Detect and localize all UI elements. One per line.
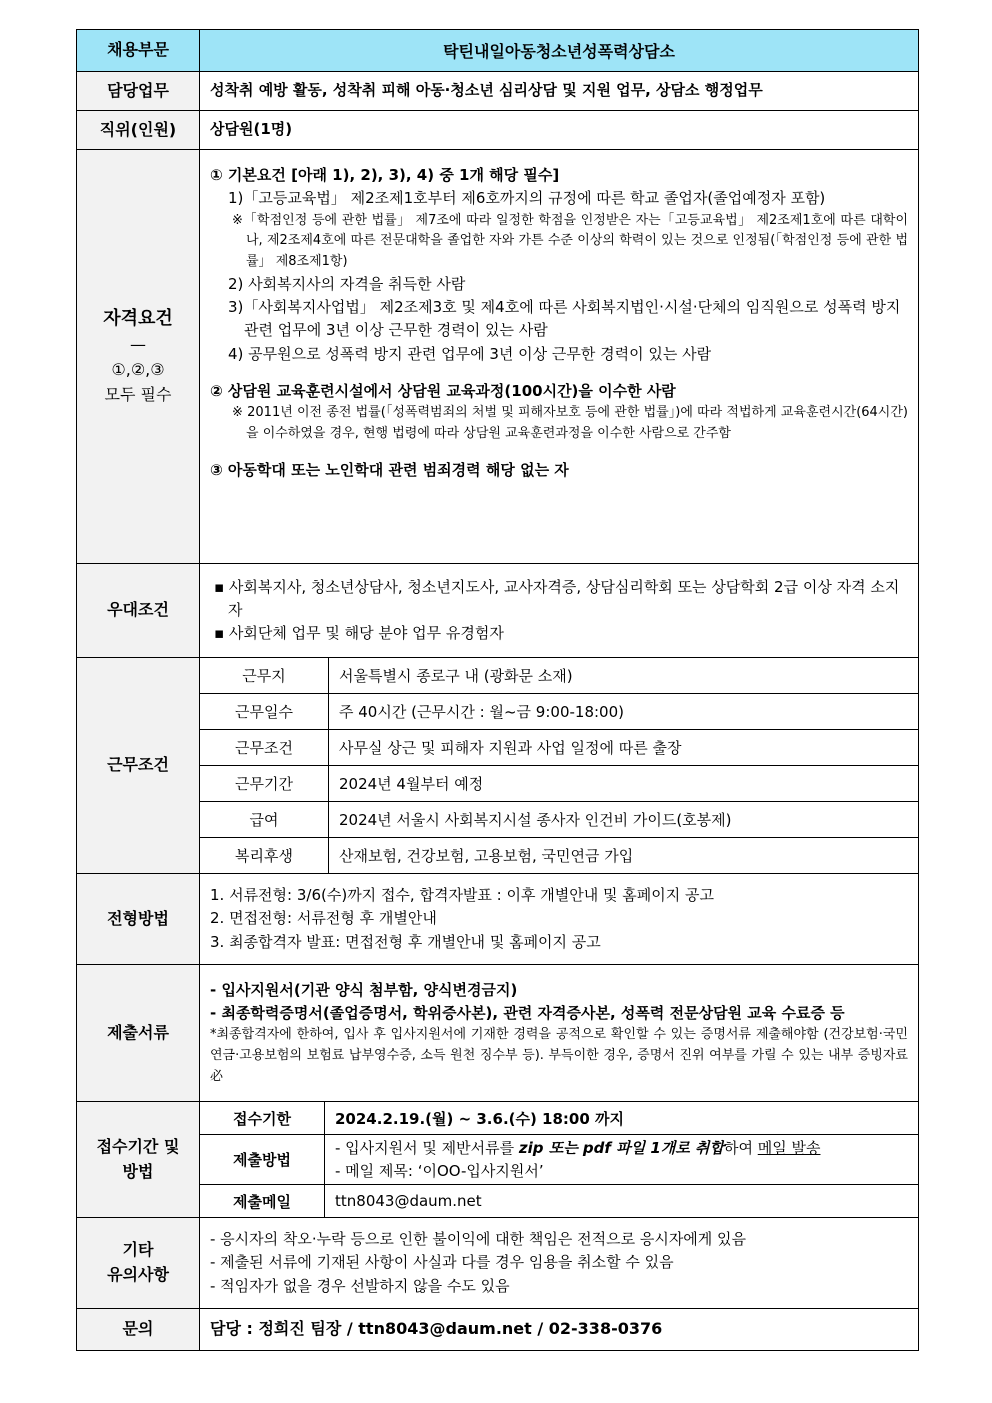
application-deadline-row: [200, 1102, 918, 1135]
notes-item-3: - 적임자가 없을 경우 선발하지 않을 수도 있음: [210, 1276, 510, 1295]
documents-label: 제출서류: [77, 965, 200, 1102]
application-method-row: [200, 1135, 918, 1185]
row-position: [77, 111, 919, 150]
qualification-label-main: 자격요건: [103, 308, 173, 330]
selection-label: 전형방법: [77, 874, 200, 965]
selection-item-2: 2. 면접전형: 서류전형 후 개별안내: [210, 909, 437, 928]
notes-value: [200, 1218, 919, 1309]
contact-label: 문의: [77, 1309, 200, 1351]
application-email-row: [200, 1185, 918, 1218]
conditions-key: 근무지: [200, 658, 329, 694]
conditions-label: 근무조건: [77, 658, 200, 874]
row-contact: [77, 1309, 919, 1351]
preferred-item-2: ▪ 사회단체 업무 및 해당 분야 업무 유경험자: [214, 624, 504, 643]
position-value: 상담원(1명): [200, 111, 919, 150]
conditions-key: 근무일수: [200, 694, 329, 730]
documents-note: *최종합격자에 한하여, 입사 후 입사지원서에 기재한 경력을 공적으로 확인할 수 있는 증명서류 제출해야함 (건강보험·국민연금·고용보험의 보험료 납부영수증, 소득 원천 징수부 등). 부득이한 경우, 증명서 진위 여부를 가릴 수 있는 내부 증빙자료 必: [210, 1027, 908, 1084]
conditions-key: 근무기간: [200, 766, 329, 802]
dept-value: 탁틴내일아동청소년성폭력상담소: [200, 30, 919, 72]
deadline-label: 접수기한: [200, 1102, 325, 1135]
conditions-row: [200, 838, 918, 874]
qualification-label-req: 모두 필수: [104, 384, 172, 404]
conditions-row: [200, 766, 918, 802]
conditions-row: [200, 658, 918, 694]
contact-value: 담당 : 정희진 팀장 / ttn8043@daum.net / 02-338-0376: [200, 1309, 919, 1351]
preferred-item-1: ▪ 사회복지사, 청소년상담사, 청소년지도사, 교사자격증, 상담심리학회 또는 상담학회 2급 이상 자격 소지자: [214, 577, 900, 619]
selection-item-1: 1. 서류전형: 3/6(수)까지 접수, 합격자발표 : 이후 개별안내 및 홈페이지 공고: [210, 886, 714, 905]
method-line1-ital: zip 또는 pdf 파일 1개로 취합: [518, 1139, 724, 1157]
conditions-key: 근무조건: [200, 730, 329, 766]
req2-note: ※ 2011년 이전 종전 법률(「성폭력범죄의 처벌 및 피해자보호 등에 관한 법률」)에 따라 적법하게 교육훈련시간(64시간)을 이수하였을 경우, 현행 법령에 따라 상담원 교육훈련과정을 이수한 사람으로 간주함: [232, 405, 908, 441]
req3-title: ③ 아동학대 또는 노인학대 관련 범죄경력 해당 없는 자: [210, 460, 569, 479]
email-value: ttn8043@daum.net: [325, 1185, 919, 1218]
preferred-value: [200, 564, 919, 658]
req1-note: ※「학점인정 등에 관한 법률」 제7조에 따라 일정한 학점을 인정받은 자는「고등교육법」 제2조제1호에 따른 대학이나, 제2조제4호에 따른 전문대학을 졸업한 자와 가튼 수준 이상의 학력이 있는 것으로 인정됨(「학점인정 등에 관한 법률」 제8조제1항): [232, 212, 908, 270]
preferred-label: 우대조건: [77, 564, 200, 658]
method-line-1: [335, 1137, 908, 1160]
conditions-val: 사무실 상근 및 피해자 지원과 사업 일정에 따른 출장: [329, 730, 919, 766]
notes-label-line1: 기타: [122, 1240, 154, 1260]
documents-value: [200, 965, 919, 1102]
conditions-val: 서울특별시 종로구 내 (광화문 소재): [329, 658, 919, 694]
method-line1-mid: 하여: [723, 1139, 758, 1157]
recruitment-table: [76, 29, 919, 1351]
conditions-table: [200, 658, 918, 873]
method-line-2: - 메일 제목: ‘이OO-입사지원서’: [335, 1161, 544, 1180]
row-notes: [77, 1218, 919, 1309]
row-application: [77, 1102, 919, 1218]
selection-value: [200, 874, 919, 965]
conditions-val: 2024년 서울시 사회복지시설 종사자 인건비 가이드(호봉제): [329, 802, 919, 838]
conditions-row: [200, 730, 918, 766]
conditions-key: 복리후생: [200, 838, 329, 874]
notes-label-line2: 유의사항: [107, 1265, 169, 1284]
req1-item-2: 2) 사회복지사의 자격을 취득한 사람: [228, 274, 466, 293]
method-line1-pre: - 입사지원서 및 제반서류를: [335, 1139, 519, 1157]
row-selection: [77, 874, 919, 965]
notes-label: [77, 1218, 200, 1309]
row-conditions: [77, 658, 919, 874]
conditions-row: [200, 694, 918, 730]
duty-value: 성착취 예방 활동, 성착취 피해 아동·청소년 심리상담 및 지원 업무, 상담소 행정업무: [200, 72, 919, 111]
application-label-line1: 접수기간 및: [96, 1136, 180, 1156]
conditions-value: [200, 658, 919, 874]
application-label-line2: 방법: [122, 1161, 154, 1181]
documents-item-1: - 입사지원서(기관 양식 첨부함, 양식변경금지): [210, 980, 518, 999]
conditions-val: 2024년 4월부터 예정: [329, 766, 919, 802]
conditions-key: 급여: [200, 802, 329, 838]
row-duty: [77, 72, 919, 111]
application-label: [77, 1102, 200, 1218]
duty-label: 담당업무: [77, 72, 200, 111]
req1-item-3: 3)「사회복지사업법」 제2조제3호 및 제4호에 따른 사회복지법인·시설·단체의 임직원으로 성폭력 방지 관련 업무에 3년 이상 근무한 경력이 있는 사람: [228, 298, 901, 340]
req1-title: ① 기본요건 [아래 1), 2), 3), 4) 중 1개 해당 필수]: [210, 166, 560, 184]
conditions-val: 산재보험, 건강보험, 고용보험, 국민연금 가입: [329, 838, 919, 874]
application-value: [200, 1102, 919, 1218]
notes-item-1: - 응시자의 착오·누락 등으로 인한 불이익에 대한 책임은 전적으로 응시자에게 있음: [210, 1230, 747, 1249]
req1-item-4: 4) 공무원으로 성폭력 방지 관련 업무에 3년 이상 근무한 경력이 있는 사람: [228, 344, 712, 363]
method-value: [325, 1135, 919, 1185]
deadline-value: 2024.2.19.(월) ~ 3.6.(수) 18:00 까지: [325, 1102, 919, 1135]
row-qualification: [77, 150, 919, 564]
qualification-label-dash: —: [130, 335, 146, 355]
req1-item-1: 1)「고등교육법」 제2조제1호부터 제6호까지의 규정에 따른 학교 졸업자(졸업예정자 포함): [228, 189, 826, 208]
dept-label: 채용부문: [77, 30, 200, 72]
qualification-label-nums: ①,②,③: [111, 360, 165, 380]
row-dept: [77, 30, 919, 72]
row-documents: [77, 965, 919, 1102]
application-table: [200, 1102, 918, 1217]
row-preferred: [77, 564, 919, 658]
position-label: 직위(인원): [77, 111, 200, 150]
method-line1-ul: 메일 발송: [757, 1139, 821, 1157]
qualification-label: [77, 150, 200, 564]
selection-item-3: 3. 최종합격자 발표: 면접전형 후 개별안내 및 홈페이지 공고: [210, 932, 601, 951]
documents-item-2: - 최종학력증명서(졸업증명서, 학위증사본), 관련 자격증사본, 성폭력 전문상담원 교육 수료증 등: [210, 1003, 845, 1022]
notes-item-2: - 제출된 서류에 기재된 사항이 사실과 다를 경우 임용을 취소할 수 있음: [210, 1253, 674, 1272]
method-label: 제출방법: [200, 1135, 325, 1185]
qualification-value: [200, 150, 919, 564]
email-label: 제출메일: [200, 1185, 325, 1218]
req2-title: ② 상담원 교육훈련시설에서 상담원 교육과정(100시간)을 이수한 사람: [210, 381, 676, 400]
conditions-val: 주 40시간 (근무시간 : 월~금 9:00-18:00): [329, 694, 919, 730]
conditions-row: [200, 802, 918, 838]
